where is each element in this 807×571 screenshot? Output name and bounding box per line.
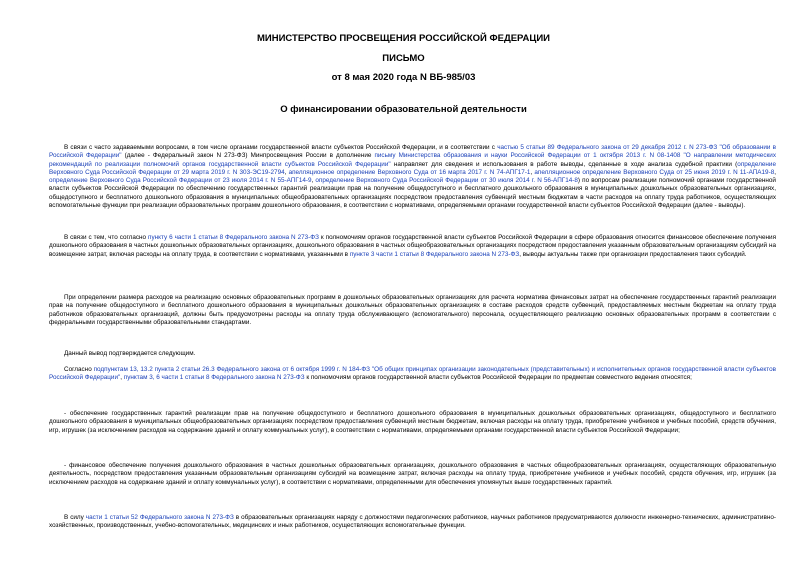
paragraph-3 xyxy=(49,294,776,327)
paragraph-text: - финансовое обеспечение получения дошкольного образования в частных дошкольных образовательных организациях, дошкольного образования в частных общеобразовательных организациях, осуществляющих образовательную деятельность, посредством предоставления указанным образовательным организациям субсидий на возмещение затрат, включая расходы на оплату труда, приобретение учебников и учебных пособий, средств обучения, игр, игрушек (за исключением расходов на содержание зданий и оплату коммунальных услуг), в соответствии с нормативами, определенными для обеспечения упомянутых выше государственных гарантий. xyxy=(49,462,776,486)
document-type: ПИСЬМО xyxy=(382,53,425,64)
paragraph-text: направляет для сведения и использования в работе выводы, сделанные в ходе анализа судебной практики ( xyxy=(390,160,738,168)
paragraph-text: к полномочиям органов государственной власти субъектов Российской Федерации в сфере образования относится финансовое обеспечение получения дошкольного образования в частных дошкольных образовательных организациях, дошкольного образования в частных общеобразовательных организациях посредством предоставления указанным образовательным организациям субсидий на возмещение затрат, включая расходы на оплату труда, в соответствии с нормативами, указанными в xyxy=(49,234,776,258)
paragraph-2 xyxy=(49,234,776,259)
paragraph-5 xyxy=(49,366,776,383)
paragraph-text: В связи с тем, что согласно xyxy=(64,234,149,241)
paragraph-text: , xyxy=(311,177,316,184)
legal-reference-link[interactable]: пункте 3 части 1 статьи 8 Федерального закона N 273-ФЗ xyxy=(349,250,520,258)
paragraph-4 xyxy=(49,350,776,358)
paragraph-6 xyxy=(49,410,776,435)
paragraph-text: , xyxy=(284,168,289,176)
paragraph-text: к полномочиям органов государственной власти субъектов Российской Федерации по предметам совместного ведения относятся; xyxy=(304,374,692,382)
paragraph-text: ) по вопросам реализации полномочий органами государственной власти субъектов Российской Федерации по обеспечению государственных гарантий реализации прав на получение общедоступного и бесплатного дошкольного образования в муниципальных дошкольных образовательных организациях, общедоступного и бесплатного дошкольного образования в муниципальных общеобразовательных организациях посредством предоставления субвенций местным бюджетам в части расходов на оплату труда работников, осуществляющих вспомогательные функции при реализации образовательных программ дошкольного образования, в соответствии с нормативами, определяемыми органами государственной власти субъектов Российской Федерации (далее - выводы). xyxy=(49,177,776,209)
paragraph-text: - обеспечение государственных гарантий реализации прав на получение общедоступного и бесплатного дошкольного образования в муниципальных дошкольных образовательных организациях, общедоступного и бесплатного дошкольного образования в муниципальных общеобразовательных организациях посредством предоставления субвенций местным бюджетам, включая расходы на оплату труда, приобретение учебников и учебных пособий, средств обучения, игр, игрушек (за исключением расходов на содержание зданий и оплату коммунальных услуг), в соответствии с нормативами, определяемыми органами государственной власти субъектов Российской Федерации; xyxy=(49,410,776,434)
paragraph-text: Данный вывод подтверждается следующим. xyxy=(64,350,196,357)
paragraph-text: , выводы актуальны также при организации предоставления таких субсидий. xyxy=(519,250,747,258)
legal-reference-link[interactable]: частью 5 статьи 89 Федерального закона от 29 декабря 2012 г. N 273-ФЗ "Об образовании в Российской Федерации" xyxy=(49,144,776,160)
paragraph-text: При определении размера расходов на реализацию основных образовательных программ в дошкольных образовательных организациях для расчета норматива финансовых затрат на обеспечение государственных гарантий реализации прав на получение общедоступного и бесплатного дошкольного образования в муниципальных дошкольных образовательных организациях в составе расходов средств субвенций, предоставляемых местным бюджетам на оплату труда работников образовательных организаций, должны быть предусмотрены расходы на оплату труда обслуживающего (вспомогательного) персонала, осуществляющего реализацию основных образовательных программ в соответствии с федеральными государственными образовательными стандартами. xyxy=(49,294,776,326)
legal-reference-link[interactable]: пункту 6 части 1 статьи 8 Федерального закона N 273-ФЗ xyxy=(148,234,319,241)
paragraph-text: , xyxy=(120,374,124,382)
paragraph-text: , xyxy=(530,168,535,176)
paragraph-text: В силу xyxy=(64,514,86,521)
paragraph-7 xyxy=(49,462,776,487)
ministry-heading: МИНИСТЕРСТВО ПРОСВЕЩЕНИЯ РОССИЙСКОЙ ФЕДЕРАЦИИ xyxy=(256,33,551,44)
paragraph-text: в образовательных организациях наряду с должностями педагогических работников, научных работников предусматриваются должности инженерно-технических, административно-хозяйственных, производственных, учебно-вспомогательных, медицинских и иных работников, осуществляющих вспомогательные функции. xyxy=(49,514,776,530)
document-title: О финансировании образовательной деятельности xyxy=(280,104,527,115)
paragraph-1 xyxy=(49,144,776,210)
legal-reference-link[interactable]: определение Верховного Суда Российской Федерации от 30 июля 2014 г. N 56-АПГ14-8 xyxy=(315,177,578,184)
legal-reference-link[interactable]: определение Верховного Суда Российской Федерации от 23 июля 2014 г. N 55-АПГ14-9 xyxy=(49,177,312,184)
paragraph-text: Согласно xyxy=(64,366,94,373)
legal-reference-link[interactable]: определение Верховного Суда Российской Федерации от 29 марта 2019 г. N 303-ЭС19-2794 xyxy=(49,160,777,176)
document-date-number: от 8 мая 2020 года N ВБ-985/03 xyxy=(331,72,476,83)
legal-reference-link[interactable]: части 1 статьи 52 Федерального закона N 273-ФЗ xyxy=(85,514,234,521)
paragraph-8 xyxy=(49,514,776,531)
paragraph-text: (далее - Федеральный закон N 273-ФЗ) Минпросвещения России в дополнение xyxy=(121,152,375,160)
legal-reference-link[interactable]: апелляционное определение Верховного Суда от 25 июня 2019 г. N 11-АПА19-8 xyxy=(534,168,775,176)
paragraph-text: , xyxy=(774,168,776,176)
legal-reference-link[interactable]: пунктам 3, 6 части 1 статьи 8 Федерального закона N 273-ФЗ xyxy=(123,374,305,382)
legal-reference-link[interactable]: письму Министерства образования и науки Российской Федерации от 1 октября 2013 г. N 08-1408 "О направлении методических рекомендаций по реализации полномочий органов государственной власти субъектов Российской Федерации" xyxy=(49,152,777,168)
legal-reference-link[interactable]: подпунктам 13, 13.2 пункта 2 статьи 26.3 Федерального закона от 6 октября 1999 г. N 184-ФЗ "Об общих принципах организации законодательных (представительных) и исполнительных органов государственной власти субъектов Российской Федерации" xyxy=(49,366,777,382)
legal-reference-link[interactable]: апелляционное определение Верховного Суда от 16 марта 2017 г. N 74-АПГ17-1 xyxy=(288,168,531,176)
paragraph-text: В связи с часто задаваемыми вопросами, в том числе органами государственной власти субъектов Российской Федерации, и в соответствии с xyxy=(64,144,498,151)
